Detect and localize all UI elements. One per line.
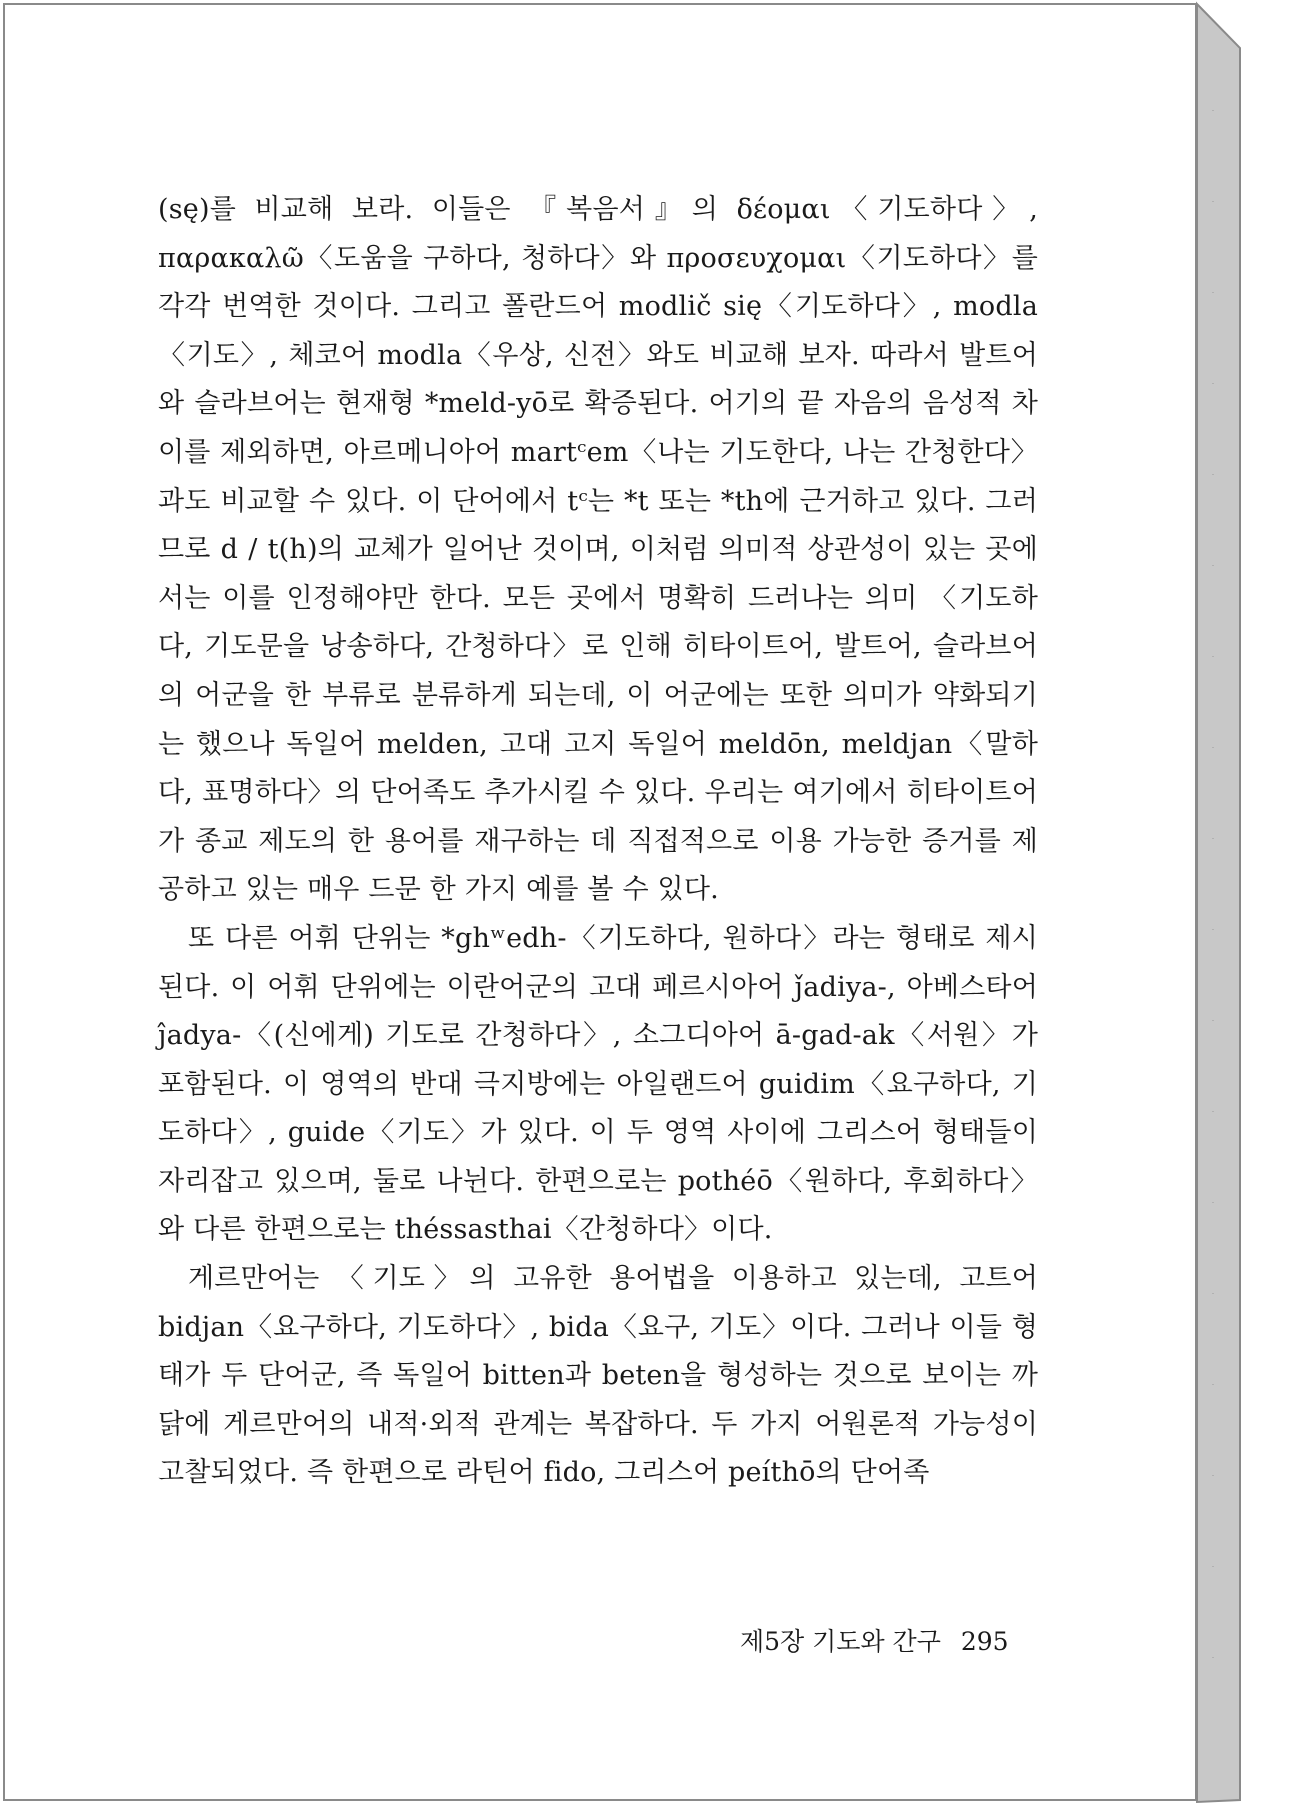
page-footer: [740, 1622, 1009, 1658]
body-text: [158, 186, 1038, 1498]
paragraph: 게르만어는 〈기도〉의 고유한 용어법을 이용하고 있는데, 고트어 bidjan〈요구하다, 기도하다〉, bida〈요구, 기도〉이다. 그러나 이들 형태가 두 단어군, 즉 독일어 bitten과 beten을 형성하는 것으로 보이는 까닭에 게르만어의 내적·외적 관계는 복잡하다. 두 가지 어원론적 가능성이 고찰되었다. 즉 한편으로 라틴어 fido, 그리스어 peíthō의 단어족: [158, 1263, 1038, 1489]
page-number: 295: [960, 1627, 1009, 1656]
paragraph: 또 다른 어휘 단위는 *ghʷedh-〈기도하다, 원하다〉라는 형태로 제시된다. 이 어휘 단위에는 이란어군의 고대 페르시아어 ǰadiya-, 아베스타어 ĵadya-〈(신에게) 기도로 간청하다〉, 소그디아어 ā-gad-ak〈서원〉가 포함된다. 이 영역의 반대 극지방에는 아일랜드어 guidim〈요구하다, 기도하다〉, guide〈기도〉가 있다. 이 두 영역 사이에 그리스어 형태들이 자리잡고 있으며, 둘로 나뉜다. 한편으로는 pothéō〈원하다, 후회하다〉와 다른 한편으로는 théssasthai〈간청하다〉이다.: [158, 922, 1038, 1246]
paragraph: (sę)를 비교해 보라. 이들은 『복음서』의 δέομαι〈기도하다〉, παρακαλῶ〈도움을 구하다, 청하다〉와 προσευχομαι〈기도하다〉를 각각 번역한 것이다. 그리고 폴란드어 modlič się〈기도하다〉, modla〈기도〉, 체코어 modla〈우상, 신전〉와도 비교해 보자. 따라서 발트어와 슬라브어는 현재형 *meld-yō로 확증된다. 어기의 끝 자음의 음성적 차이를 제외하면, 아르메니아어 martᶜem〈나는 기도한다, 나는 간청한다〉과도 비교할 수 있다. 이 단어에서 tᶜ는 *t 또는 *th에 근거하고 있다. 그러므로 d / t(h)의 교체가 일어난 것이며, 이처럼 의미적 상관성이 있는 곳에서는 이를 인정해야만 한다. 모든 곳에서 명확히 드러나는 의미 〈기도하다, 기도문을 낭송하다, 간청하다〉로 인해 히타이트어, 발트어, 슬라브어의 어군을 한 부류로 분류하게 되는데, 이 어군에는 또한 의미가 약화되기는 했으나 독일어 melden, 고대 고지 독일어 meldōn, meldjan〈말하다, 표명하다〉의 단어족도 추가시킬 수 있다. 우리는 여기에서 히타이트어가 종교 제도의 한 용어를 재구하는 데 직접적으로 이용 가능한 증거를 제공하고 있는 매우 드문 한 가지 예를 볼 수 있다.: [158, 194, 1038, 906]
chapter-title: 제5장 기도와 간구: [740, 1627, 941, 1656]
